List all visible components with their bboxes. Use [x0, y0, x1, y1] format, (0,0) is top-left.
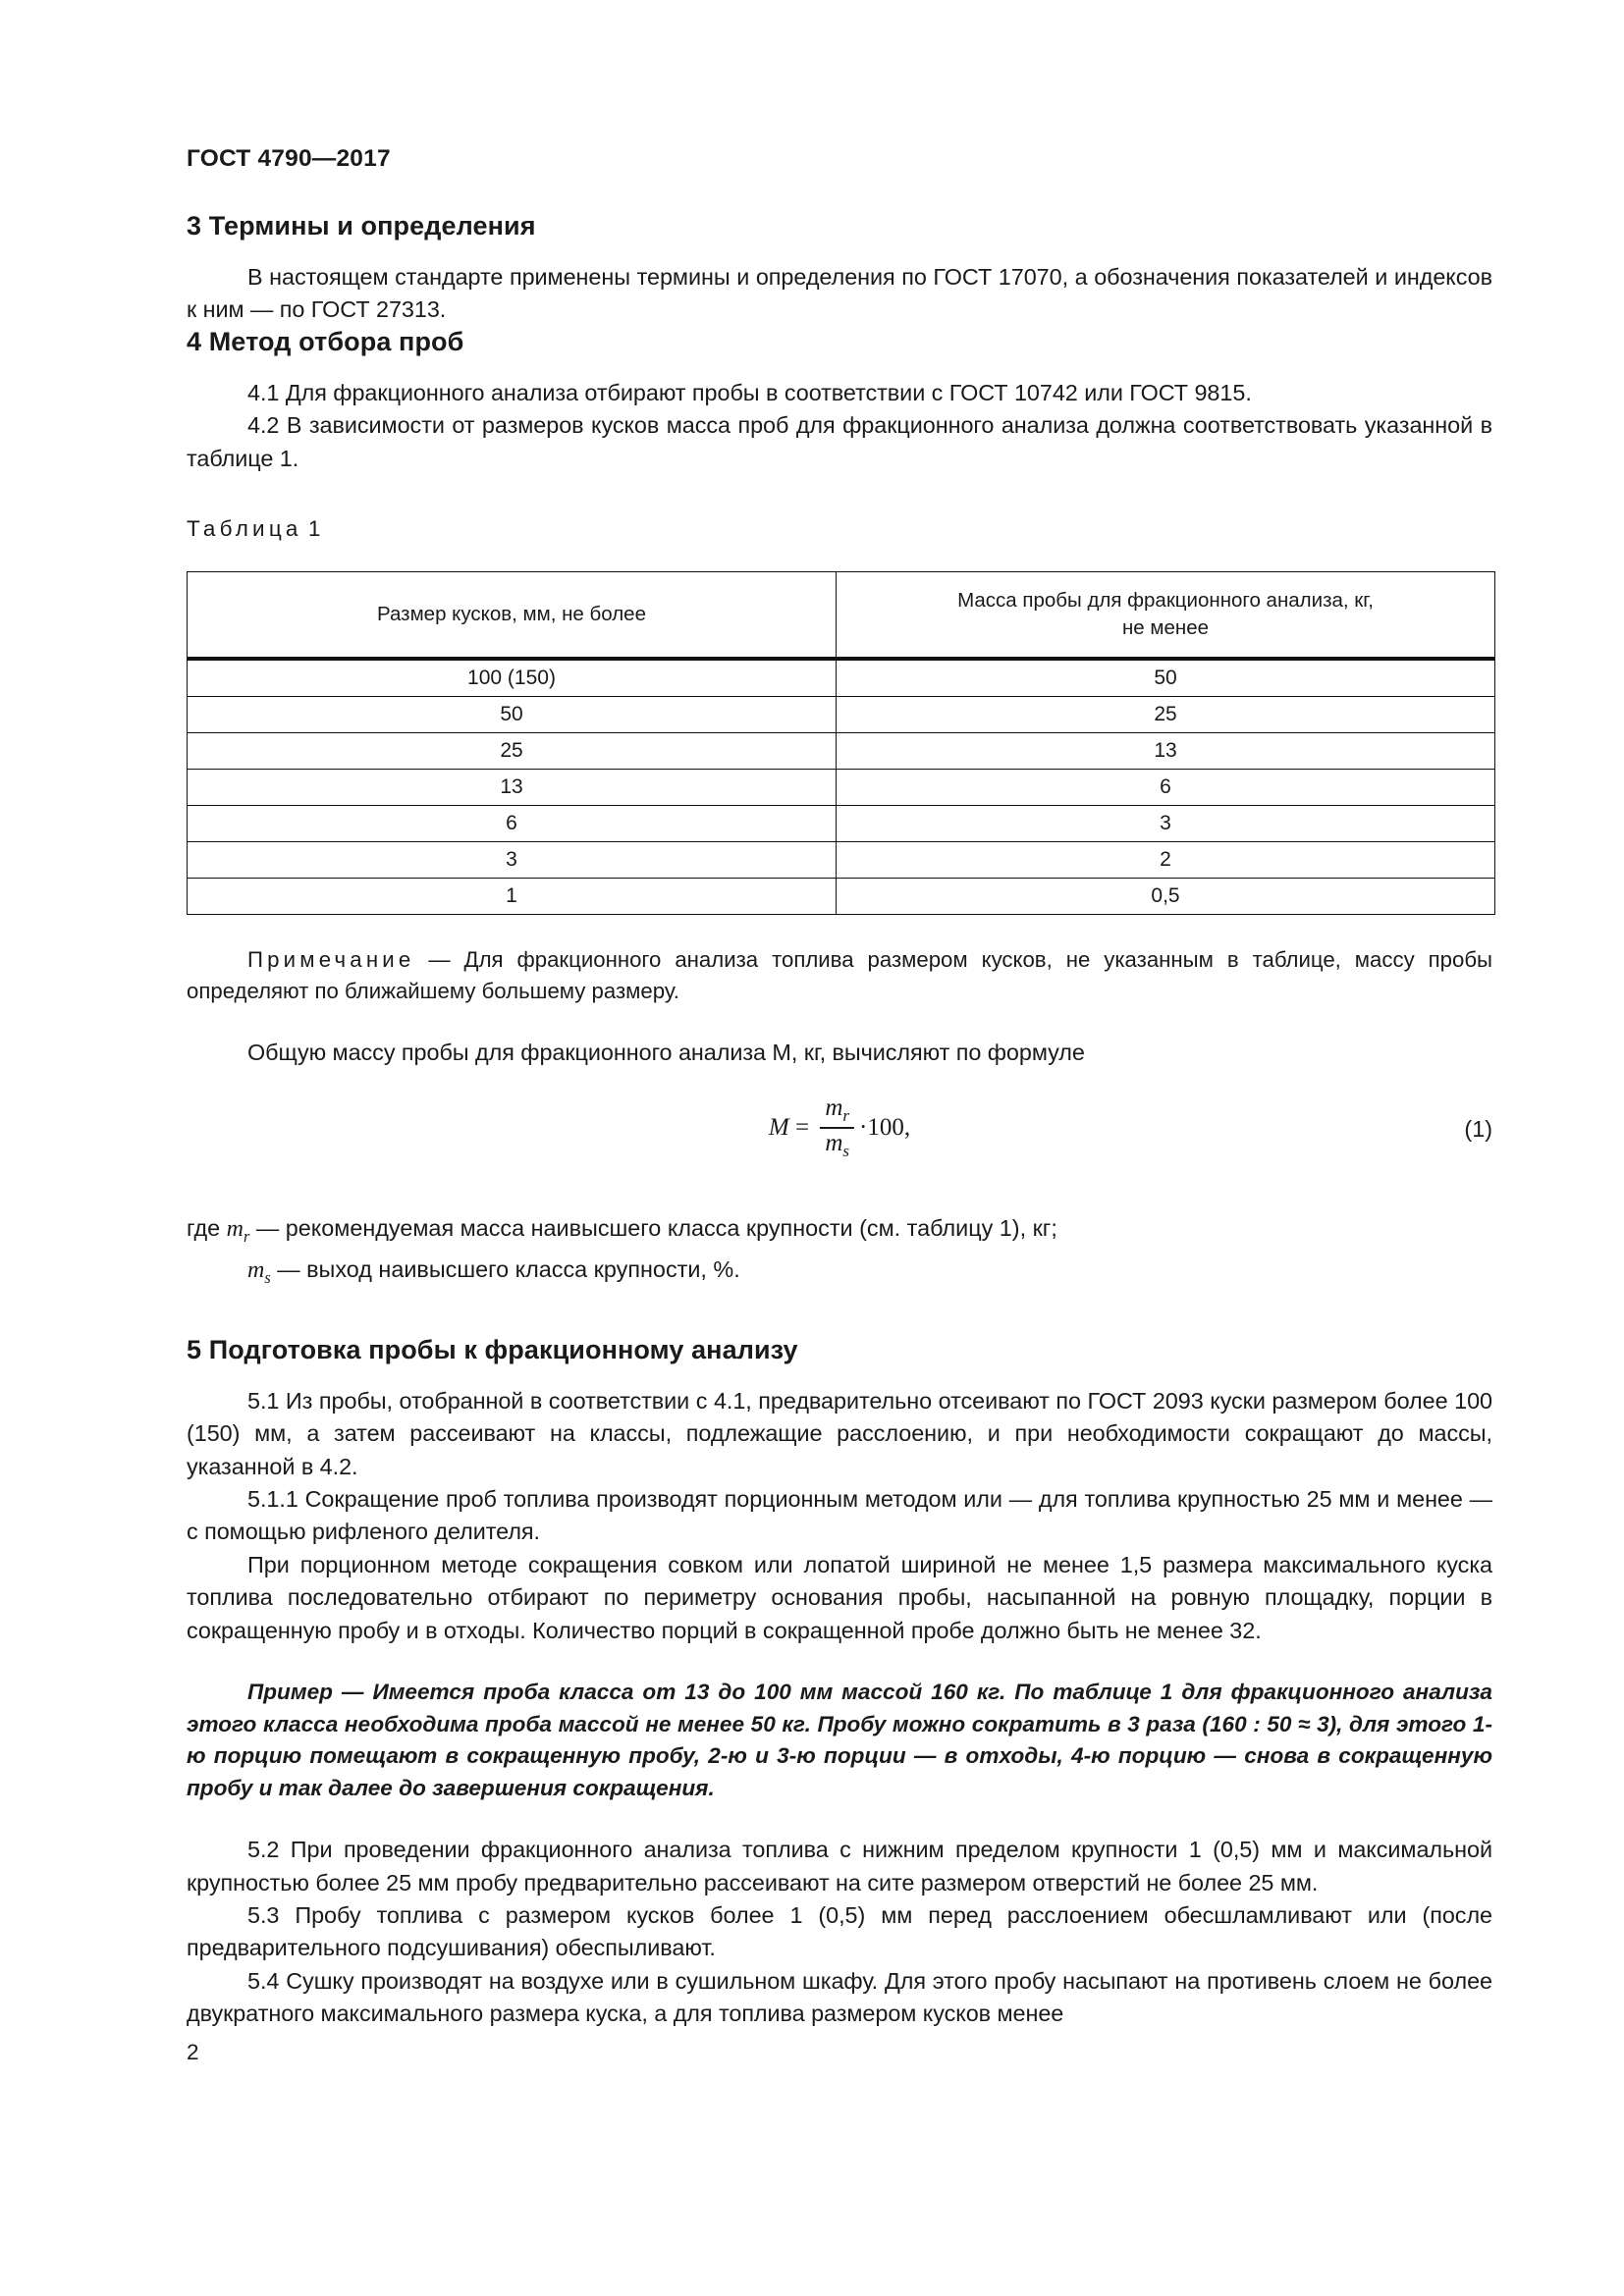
formula-lhs: M — [768, 1114, 789, 1142]
where-word: где — [187, 1215, 227, 1242]
table-body — [188, 659, 1495, 915]
column-header-size: Размер кусков, мм, не более — [188, 572, 837, 660]
table-note-text: — Для фракционного анализа топлива размером кусков, не указанным в таблице, массу пробы определяют по ближайшему большему размеру. — [187, 947, 1492, 1004]
section-heading-4: 4 Метод отбора проб — [187, 326, 464, 356]
cell-mass: 2 — [837, 842, 1495, 879]
cell-mass: 13 — [837, 733, 1495, 770]
standard-header: ГОСТ 4790—2017 — [187, 145, 391, 172]
where-text-1: — рекомендуемая масса наивысшего класса крупности (см. таблицу 1), кг; — [249, 1215, 1057, 1242]
formula-multiplier: ·100, — [859, 1114, 911, 1142]
cell-size: 50 — [188, 697, 837, 733]
page-body — [187, 211, 1492, 2031]
paragraph-4-1: 4.1 Для фракционного анализа отбирают пробы в соответствии с ГОСТ 10742 или ГОСТ 9815. — [247, 379, 1252, 405]
spacer — [187, 1365, 1492, 1385]
example-block: Пример — Имеется проба класса от 13 до 100 мм массой 160 кг. По таблице 1 для фракционного анализа этого класса необходима проба массой не менее 50 кг. Пробу можно сократить в 3 раза (160 : 50 ≈ 3), для этого 1-ю порцию помещают в сокращенную пробу, 2-ю и 3-ю порции — в отходы, 4-ю порцию — снова в сокращенную пробу и так далее до завершения сокращения. — [187, 1680, 1492, 1800]
formula-block — [187, 1089, 1492, 1183]
cell-size: 1 — [188, 879, 837, 915]
cell-size: 13 — [188, 770, 837, 806]
spacer — [187, 1294, 1492, 1335]
formula-fraction — [820, 1095, 854, 1161]
spacer — [187, 542, 1492, 571]
column-header-mass-line1: Масса пробы для фракционного анализа, кг, — [957, 589, 1374, 613]
formula-where-line-1 — [187, 1212, 1492, 1253]
paragraph-5-1: 5.1 Из пробы, отобранной в соответствии с 4.1, предварительно отсеивают по ГОСТ 2093 куски размером более 100 (150) мм, а затем рассеивают на классы, подлежащие расслоению, и при необходимости сокращают до массы, указанной в 4.2. — [187, 1387, 1492, 1479]
page-number: 2 — [187, 2040, 199, 2064]
paragraph-5-1-1: 5.1.1 Сокращение проб топлива производят порционным методом или — для топлива крупностью 25 мм и менее — с помощью рифленого делителя. — [187, 1486, 1492, 1545]
formula-intro: Общую массу пробы для фракционного анализа M, кг, вычисляют по формуле — [247, 1040, 1085, 1066]
table-row — [188, 733, 1495, 770]
formula-denominator-subscript: s — [842, 1142, 850, 1161]
table-row — [188, 806, 1495, 842]
formula-numerator: $m_r$ — [825, 1095, 850, 1126]
spacer — [187, 241, 1492, 261]
table-row — [188, 697, 1495, 733]
paragraph-5-4: 5.4 Сушку производят на воздухе или в сушильном шкафу. Для этого пробу насыпают на противень слоем не более двукратного максимального размера куска, а для топлива размером кусков менее — [187, 1967, 1492, 2027]
spacer — [187, 1804, 1492, 1834]
formula-expression — [769, 1095, 910, 1161]
table-header — [188, 572, 1495, 660]
table-1 — [187, 571, 1495, 915]
table-row — [188, 659, 1495, 697]
table-row — [188, 770, 1495, 806]
cell-size: 6 — [188, 806, 837, 842]
spacer — [187, 915, 1492, 944]
paragraph-4-2: 4.2 В зависимости от размеров кусков масса проб для фракционного анализа должна соответствовать указанной в таблице 1. — [187, 412, 1492, 471]
table-note-label: Примечание — [247, 947, 415, 973]
section-heading-5: 5 Подготовка пробы к фракционному анализу — [187, 1334, 798, 1364]
spacer — [187, 1007, 1492, 1037]
cell-mass: 0,5 — [837, 879, 1495, 915]
table-caption-number: 1 — [307, 516, 321, 542]
column-header-mass-line2: не менее — [1121, 616, 1210, 640]
table-header-row — [188, 572, 1495, 660]
table-caption-word: Таблиц — [187, 516, 286, 542]
where-text-2: — выход наивысшего класса крупности, %. — [270, 1255, 740, 1282]
formula-numerator-subscript: r — [842, 1106, 850, 1126]
formula-where-line-2 — [187, 1254, 1492, 1294]
cell-mass: 25 — [837, 697, 1495, 733]
table-caption — [187, 516, 1492, 542]
where-variable-ms: $m_s$ — [247, 1256, 271, 1287]
cell-size: 3 — [188, 842, 837, 879]
table-row — [188, 879, 1495, 915]
paragraph-5-3: 5.3 Пробу топлива с размером кусков более 1 (0,5) мм перед расслоением обесшламливают или (после предварительного подсушивания) обеспыливают. — [187, 1901, 1492, 1961]
section-heading-3: 3 Термины и определения — [187, 211, 536, 240]
column-header-mass — [837, 572, 1495, 660]
section-3-paragraph: В настоящем стандарте применены термины и определения по ГОСТ 17070, а обозначения показателей и индексов к ним — по ГОСТ 27313. — [187, 264, 1492, 323]
spacer — [187, 1647, 1492, 1677]
formula-equals: = — [794, 1114, 810, 1142]
table-row — [188, 842, 1495, 879]
formula-denominator: $m_s$ — [825, 1130, 850, 1161]
where-variable-mr: $m_r$ — [226, 1216, 250, 1247]
cell-mass: 50 — [837, 659, 1495, 697]
cell-size: 100 (150) — [188, 659, 837, 697]
formula-number: (1) — [1464, 1116, 1492, 1143]
spacer — [187, 1069, 1492, 1089]
table-caption-word-end: а — [285, 516, 302, 542]
cell-mass: 6 — [837, 770, 1495, 806]
spacer — [187, 1183, 1492, 1212]
table-note — [187, 944, 1492, 1007]
cell-mass: 3 — [837, 806, 1495, 842]
cell-size: 25 — [188, 733, 837, 770]
spacer — [187, 475, 1492, 516]
spacer — [187, 357, 1492, 377]
paragraph-5-2: 5.2 При проведении фракционного анализа топлива с нижним пределом крупности 1 (0,5) мм и максимальной крупностью более 25 мм пробу предварительно рассеивают на сите размером отверстий не более 25 мм. — [187, 1837, 1492, 1896]
paragraph-portion-method: При порционном методе сокращения совком или лопатой шириной не менее 1,5 размера максимального куска топлива последовательно отбирают по периметру основания пробы, насыпанной на ровную площадку, порции в сокращенную пробу и в отходы. Количество порций в сокращенной пробе должно быть не менее 32. — [187, 1551, 1492, 1643]
